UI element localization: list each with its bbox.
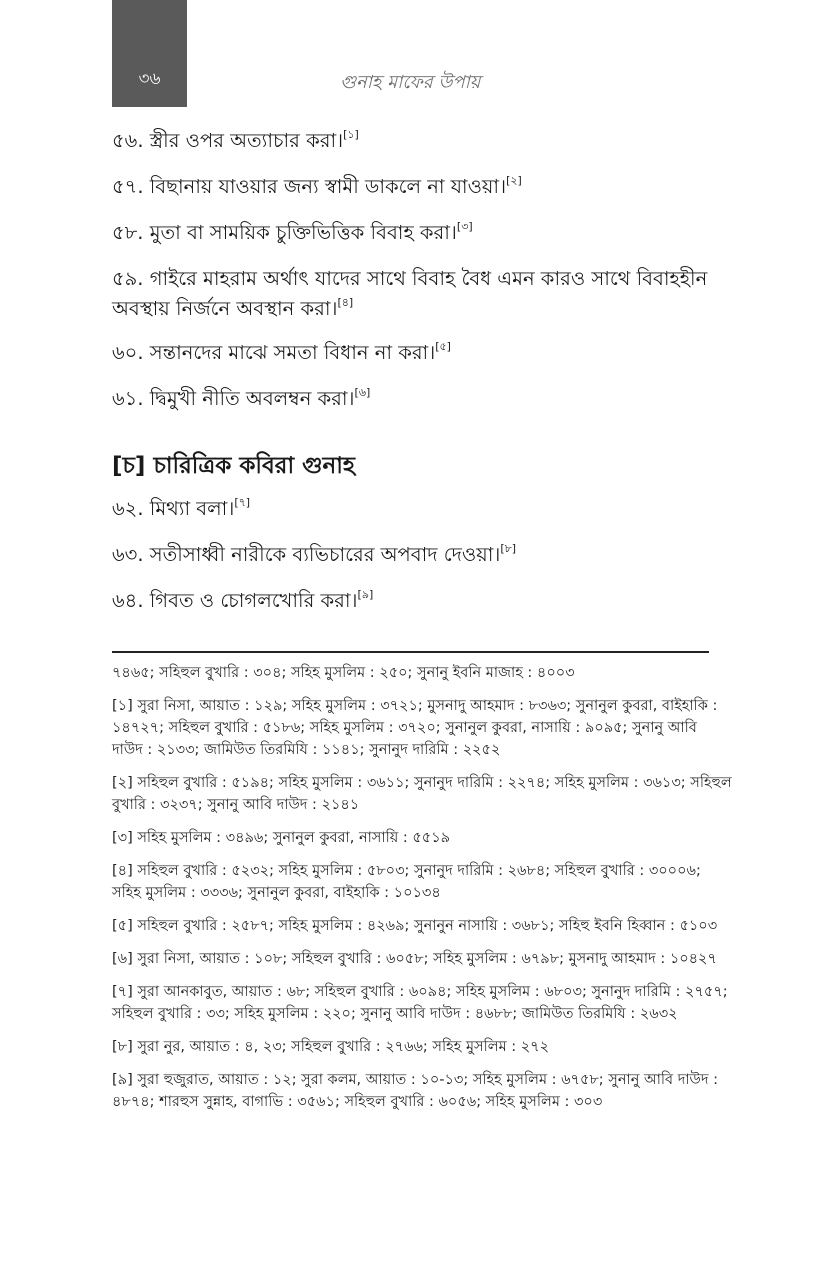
list-item: ৬১. দ্বিমুখী নীতি অবলম্বন করা।[৬] xyxy=(112,386,371,410)
footnote: [৫] সহিহুল বুখারি : ২৫৮৭; সহিহ মুসলিম : ৪২৬৯; সুনানুন নাসায়ি : ৩৬৮১; সহিহু ইবনি হিব্বান : ৫১০৩ xyxy=(112,918,718,934)
footnote-divider xyxy=(112,651,709,653)
footnote-ref[interactable]: [৮] xyxy=(500,542,517,555)
page-number: ৩৬ xyxy=(138,69,161,89)
footnote-ref[interactable]: [৯] xyxy=(357,588,374,601)
footnote-ref[interactable]: [৪] xyxy=(337,296,354,309)
list-item: ৫৭. বিছানায় যাওয়ার জন্য স্বামী ডাকলে না যাওয়া।[২] xyxy=(112,174,522,198)
footnote-ref[interactable]: [৬] xyxy=(354,386,371,399)
list-item: ৬৪. গিবত ও চোগলখোরি করা।[৯] xyxy=(112,588,374,612)
footnotes xyxy=(112,662,732,1124)
footnote-ref[interactable]: [৩] xyxy=(456,220,473,233)
footnote: [৭] সুরা আনকাবুত, আয়াত : ৬৮; সহিহুল বুখারি : ৬০৯৪; সহিহ মুসলিম : ৬৮০৩; সুনানুদ দারিমি : ২৭৫৭; সহিহুল বুখারি : ৩৩; সহিহ মুসলিম : ২২০; সুনানু আবি দাউদ : ৪৬৮৮; জামিউত তিরমিযি : ২৬৩২ xyxy=(112,984,728,1022)
footnote: [৮] সুরা নুর, আয়াত : ৪, ২৩; সহিহুল বুখারি : ২৭৬৬; সহিহ মুসলিম : ২৭২ xyxy=(112,1039,550,1055)
list-item: ৬২. মিথ্যা বলা।[৭] xyxy=(112,496,251,520)
main-content xyxy=(112,126,727,632)
footnote-ref[interactable]: [২] xyxy=(506,174,522,187)
footnote: [৩] সহিহ মুসলিম : ৩৪৯৬; সুনানুল কুবরা, নাসায়ি : ৫৫১৯ xyxy=(112,830,451,846)
footnote: [৯] সুরা হুজুরাত, আয়াত : ১২; সুরা কলম, আয়াত : ১০-১৩; সহিহ মুসলিম : ৬৭৫৮; সুনানু আবি দাউদ : ৪৮৭৪; শারহুস সুন্নাহ, বাগাভি : ৩৫৬১; সহিহুল বুখারি : ৬০৫৬; সহিহ মুসলিম : ৩০৩ xyxy=(112,1072,718,1110)
list-item: ৬০. সন্তানদের মাঝে সমতা বিধান না করা।[৫] xyxy=(112,340,451,364)
footnote-ref[interactable]: [৫] xyxy=(435,340,451,353)
list-item: ৫৬. স্ত্রীর ওপর অত্যাচার করা।[১] xyxy=(112,128,359,152)
list-item: ৫৯. গাইরে মাহরাম অর্থাৎ যাদের সাথে বিবাহ বৈধ এমন কারও সাথে বিবাহহীন অবস্থায় নির্জনে অবস্থান করা।[৪] xyxy=(112,267,708,320)
footnote: [২] সহিহুল বুখারি : ৫১৯৪; সহিহ মুসলিম : ৩৬১১; সুনানুদ দারিমি : ২২৭৪; সহিহ মুসলিম : ৩৬১৩; সহিহুল বুখারি : ৩২৩৭; সুনানু আবি দাউদ : ২১৪১ xyxy=(112,775,732,813)
running-title: গুনাহ মাফের উপায় xyxy=(340,72,481,93)
footnote-continued: ৭৪৬৫; সহিহুল বুখারি : ৩০৪; সহিহ মুসলিম : ২৫০; সুনানু ইবনি মাজাহ : ৪০০৩ xyxy=(112,665,575,681)
footnote: [৪] সহিহুল বুখারি : ৫২৩২; সহিহ মুসলিম : ৫৮০৩; সুনানুদ দারিমি : ২৬৮৪; সহিহুল বুখারি : ৩০০০৬; সহিহ মুসলিম : ৩৩৩৬; সুনানুল কুবরা, বাইহাকি : ১০১৩৪ xyxy=(112,863,701,901)
footnote: [১] সুরা নিসা, আয়াত : ১২৯; সহিহ মুসলিম : ৩৭২১; মুসনাদু আহমাদ : ৮৩৬৩; সুনানুল কুবরা, বাইহাকি : ১৪৭২৭; সহিহুল বুখারি : ৫১৮৬; সহিহ মুসলিম : ৩৭২০; সুনানুল কুবরা, নাসায়ি : ৯০৯৫; সুনানু আবি দাউদ : ২১৩৩; জামিউত তিরমিযি : ১১৪১; সুনানুদ দারিমি : ২২৫২ xyxy=(112,698,718,758)
footnote-ref[interactable]: [১] xyxy=(343,128,359,141)
footnote: [৬] সুরা নিসা, আয়াত : ১০৮; সহিহুল বুখারি : ৬০৫৮; সহিহ মুসলিম : ৬৭৯৮; মুসনাদু আহমাদ : ১০৪২৭ xyxy=(112,951,717,967)
list-item: ৬৩. সতীসাধ্বী নারীকে ব্যভিচারের অপবাদ দেওয়া।[৮] xyxy=(112,542,517,566)
list-item: ৫৮. মুতা বা সাময়িক চুক্তিভিত্তিক বিবাহ করা।[৩] xyxy=(112,220,473,244)
page-number-tab xyxy=(112,0,187,107)
section-heading: [চ] চারিত্রিক কবিরা গুনাহ xyxy=(112,453,356,479)
footnote-ref[interactable]: [৭] xyxy=(234,496,251,509)
